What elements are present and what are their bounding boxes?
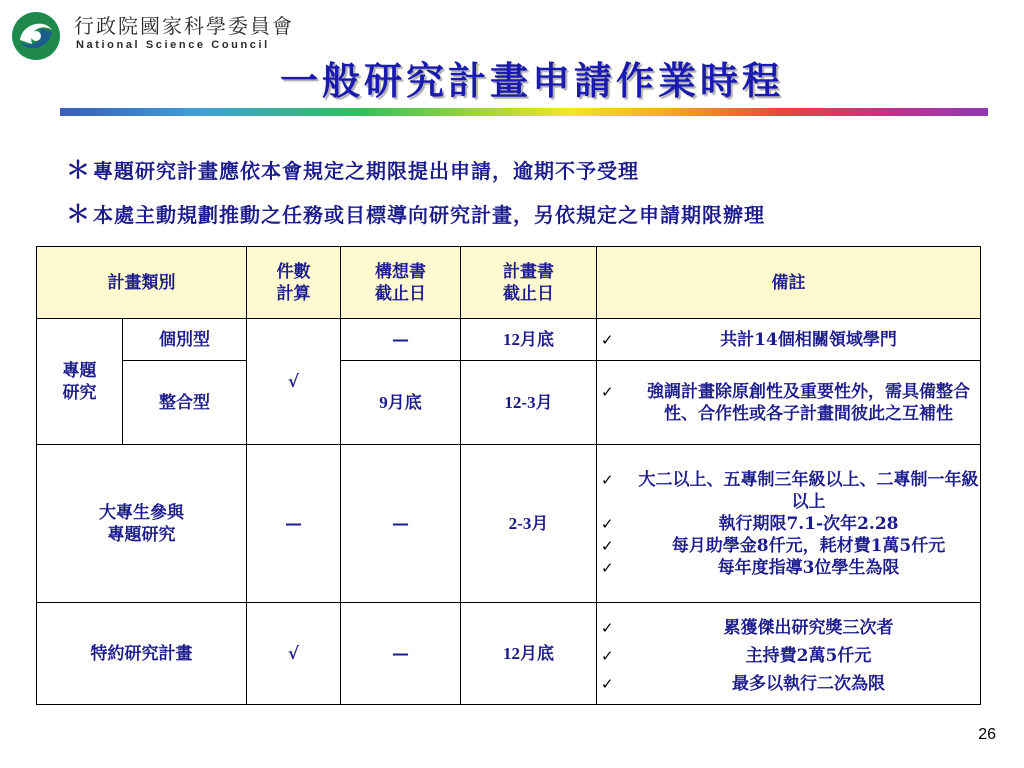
checkmark-icon: ✓ — [601, 558, 614, 577]
header-category: 計畫類別 — [37, 247, 247, 319]
checkmark-icon: ✓ — [601, 514, 614, 533]
proposal-integrated: 12-3月 — [461, 361, 597, 445]
remarks-special — [597, 603, 981, 705]
header-concept-deadline: 構想書 截止日 — [341, 247, 461, 319]
category-undergrad: 大專生參與 專題研究 — [37, 445, 247, 603]
type-integrated: 整合型 — [123, 361, 247, 445]
remarks-integrated — [597, 361, 981, 445]
category-special: 特約研究計畫 — [37, 603, 247, 705]
note-1-text: 專題研究計畫應依本會規定之期限提出申請，逾期不予受理 — [93, 159, 639, 183]
remarks-undergrad — [597, 445, 981, 603]
checkmark-icon: ✓ — [601, 536, 614, 555]
proposal-individual: 12月底 — [461, 319, 597, 361]
rainbow-divider — [60, 108, 988, 116]
remark-item: ✓ 執行期限7.1-次年2.28 — [601, 513, 899, 534]
note-1 — [66, 150, 639, 185]
checkmark-icon: ✓ — [601, 330, 614, 349]
checkmark-icon: ✓ — [601, 382, 614, 401]
remark-item: ✓ 最多以執行二次為限 — [601, 673, 885, 694]
remarks-individual — [597, 319, 981, 361]
table-row-individual — [37, 319, 981, 361]
checkmark-icon: ✓ — [601, 674, 614, 693]
table-row-integrated — [37, 361, 981, 445]
slide-title: 一般研究計畫申請作業時程 — [280, 58, 785, 103]
count-special: √ — [247, 603, 341, 705]
group-topic-research: 專題 研究 — [37, 319, 123, 445]
asterisk-icon: ＊ — [66, 199, 91, 228]
table-header-row — [37, 247, 981, 319]
count-topic: √ — [247, 319, 341, 445]
checkmark-icon: ✓ — [601, 618, 614, 637]
remark-item: ✓ 大二以上、五專制三年級以上、二專制一年級以上 — [601, 469, 979, 512]
concept-undergrad: — — [341, 445, 461, 603]
header-proposal-deadline: 計畫書 截止日 — [461, 247, 597, 319]
table-row-undergrad — [37, 445, 981, 603]
remark-item: ✓ 累獲傑出研究獎三次者 — [601, 617, 894, 638]
remark-item: ✓ 強調計畫除原創性及重要性外，需具備整合性、合作性或各子計畫間彼此之互補性 — [601, 381, 970, 424]
count-undergrad: — — [247, 445, 341, 603]
concept-special: — — [341, 603, 461, 705]
note-2 — [66, 194, 765, 229]
remark-item: ✓ 每年度指導3位學生為限 — [601, 557, 900, 578]
asterisk-icon: ＊ — [66, 155, 91, 184]
remark-item: ✓ 每月助學金8仟元，耗材費1萬5仟元 — [601, 535, 946, 556]
org-name-zh: 行政院國家科學委員會 — [74, 14, 294, 38]
page-number: 26 — [978, 726, 996, 743]
remark-item: ✓ 主持費2萬5仟元 — [601, 645, 872, 666]
header-remarks: 備註 — [597, 247, 981, 319]
remark-item: ✓ 共計14個相關領域學門 — [601, 329, 897, 350]
type-individual: 個別型 — [123, 319, 247, 361]
org-name-en: National Science Council — [76, 39, 270, 51]
table-row-special — [37, 603, 981, 705]
note-2-text: 本處主動規劃推動之任務或目標導向研究計畫，另依規定之申請期限辦理 — [93, 203, 765, 227]
proposal-special: 12月底 — [461, 603, 597, 705]
checkmark-icon: ✓ — [601, 646, 614, 665]
schedule-table — [36, 246, 981, 705]
nsc-logo-icon — [10, 10, 62, 62]
concept-integrated: 9月底 — [341, 361, 461, 445]
header-count: 件數 計算 — [247, 247, 341, 319]
concept-individual: — — [341, 319, 461, 361]
proposal-undergrad: 2-3月 — [461, 445, 597, 603]
checkmark-icon: ✓ — [601, 470, 614, 489]
